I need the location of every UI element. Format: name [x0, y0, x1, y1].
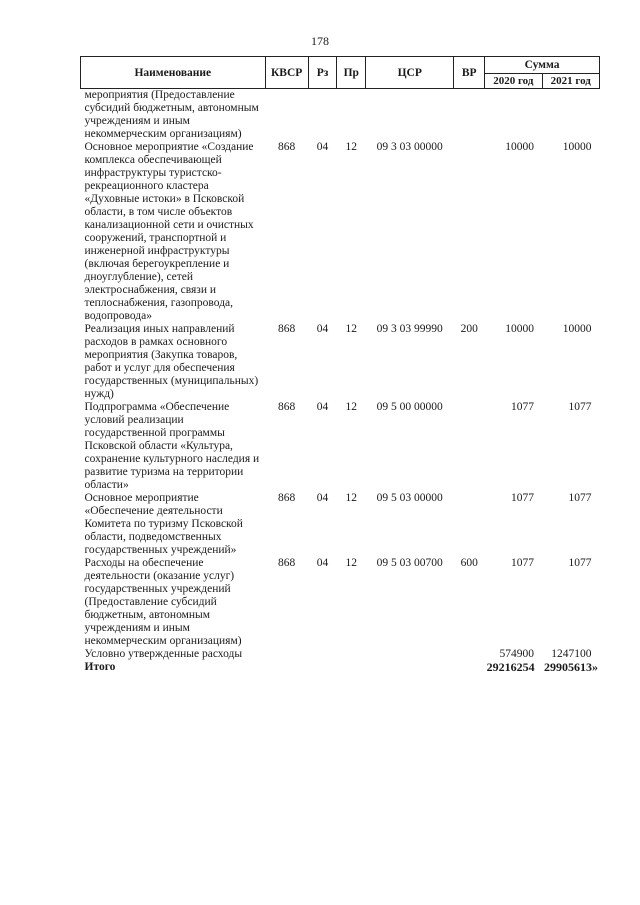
row-pr	[337, 648, 366, 661]
header-kvsr: КВСР	[265, 57, 308, 89]
row-rz: 04	[316, 557, 329, 569]
table-row	[81, 557, 600, 648]
row-name: Расходы на обеспечение деятельности (оказание услуг) государственных учреждений (Предоставление субсидий бюджетным, автономным учреждениям и иным некоммерческим организациям)	[84, 557, 242, 647]
row-pr: 12	[345, 401, 358, 413]
row-name: Основное мероприятие «Создание комплекса обеспечивающей инфраструктуры туристско-рекреационного кластера «Духовные истоки» в Псковской области, в том числе объектов канализационной сети и очистных сооружений, транспортной и инженерной инфраструктуры (включая берегоукрепление и дноуглубление), сетей электроснабжения, связи и теплоснабжения, газопровода, водопровода»	[84, 141, 254, 322]
budget-table	[80, 56, 600, 674]
row-csr: 09 5 03 00000	[376, 492, 443, 504]
row-rz: 04	[316, 492, 329, 504]
row-csr	[366, 89, 454, 142]
row-vr	[454, 401, 485, 492]
row-csr: 09 5 03 00700	[376, 557, 443, 569]
row-csr	[366, 648, 454, 661]
row-kvsr: 868	[278, 323, 296, 335]
header-pr: Пр	[337, 57, 366, 89]
row-name: Условно утвержденные расходы	[84, 648, 243, 660]
row-pr: 12	[345, 492, 358, 504]
row-rz: 04	[316, 401, 329, 413]
row-csr: 09 5 00 00000	[376, 401, 443, 413]
row-pr: 12	[345, 557, 358, 569]
row-csr: 09 3 03 00000	[376, 141, 443, 153]
table-body	[81, 89, 600, 675]
row-kvsr: 868	[278, 557, 296, 569]
row-sum-2021: 10000	[562, 323, 592, 335]
row-sum-2020: 10000	[505, 141, 535, 153]
row-sum-2020: 1077	[511, 401, 535, 413]
row-vr	[454, 141, 485, 323]
row-kvsr	[265, 89, 308, 142]
total-sum-2021: 29905613»	[544, 660, 599, 674]
budget-table-container	[80, 56, 600, 674]
row-csr: 09 3 03 99990	[376, 323, 443, 335]
table-row	[81, 89, 600, 142]
total-row	[81, 661, 600, 674]
table-row	[81, 141, 600, 323]
row-sum-2021: 1077	[568, 557, 592, 569]
header-csr: ЦСР	[366, 57, 454, 89]
row-sum-2020: 1077	[511, 492, 535, 504]
row-kvsr: 868	[278, 492, 296, 504]
row-name: Подпрограмма «Обеспечение условий реализации государственной программы Псковской области «Культура, сохранение культурного наследия и развитие туризма на территории области»	[84, 401, 260, 491]
row-sum-2020	[485, 89, 542, 142]
table-row	[81, 323, 600, 401]
row-vr: 600	[460, 557, 478, 569]
header-year-2021: 2021 год	[542, 74, 599, 89]
table-row	[81, 492, 600, 557]
row-sum-2021	[542, 89, 599, 142]
row-sum-2021: 1077	[568, 401, 592, 413]
header-vr: ВР	[454, 57, 485, 89]
row-pr: 12	[345, 141, 358, 153]
row-vr	[454, 648, 485, 661]
row-rz	[308, 648, 337, 661]
header-rz: Рз	[308, 57, 337, 89]
row-kvsr	[265, 648, 308, 661]
row-sum-2020: 1077	[511, 557, 535, 569]
row-pr	[337, 89, 366, 142]
table-row	[81, 401, 600, 492]
row-name: Реализация иных направлений расходов в рамках основного мероприятия (Закупка товаров, работ и услуг для обеспечения государственных (муниципальных) нужд)	[84, 323, 259, 400]
row-rz	[308, 89, 337, 142]
row-pr: 12	[345, 323, 358, 335]
table-header	[81, 57, 600, 89]
row-vr	[454, 89, 485, 142]
page-number: 178	[311, 34, 329, 48]
row-name: мероприятия (Предоставление субсидий бюджетным, автономным учреждениям и иным некоммерческим организациям)	[84, 89, 259, 140]
row-kvsr: 868	[278, 401, 296, 413]
row-sum-2021: 1247100	[551, 648, 592, 660]
header-name: Наименование	[81, 57, 266, 89]
header-sum: Сумма	[485, 57, 600, 74]
row-kvsr: 868	[278, 141, 296, 153]
row-vr: 200	[460, 323, 478, 335]
total-label: Итого	[84, 661, 116, 673]
total-sum-2020: 29216254	[486, 660, 535, 674]
row-sum-2020: 10000	[505, 323, 535, 335]
row-sum-2021: 1077	[568, 492, 592, 504]
header-year-2020: 2020 год	[485, 74, 542, 89]
row-vr	[454, 492, 485, 557]
row-sum-2020: 574900	[499, 648, 535, 660]
row-rz: 04	[316, 141, 329, 153]
row-name: Основное мероприятие «Обеспечение деятельности Комитета по туризму Псковской области, подведомственных государственных учреждений»	[84, 492, 243, 556]
row-sum-2021: 10000	[562, 141, 592, 153]
row-rz: 04	[316, 323, 329, 335]
